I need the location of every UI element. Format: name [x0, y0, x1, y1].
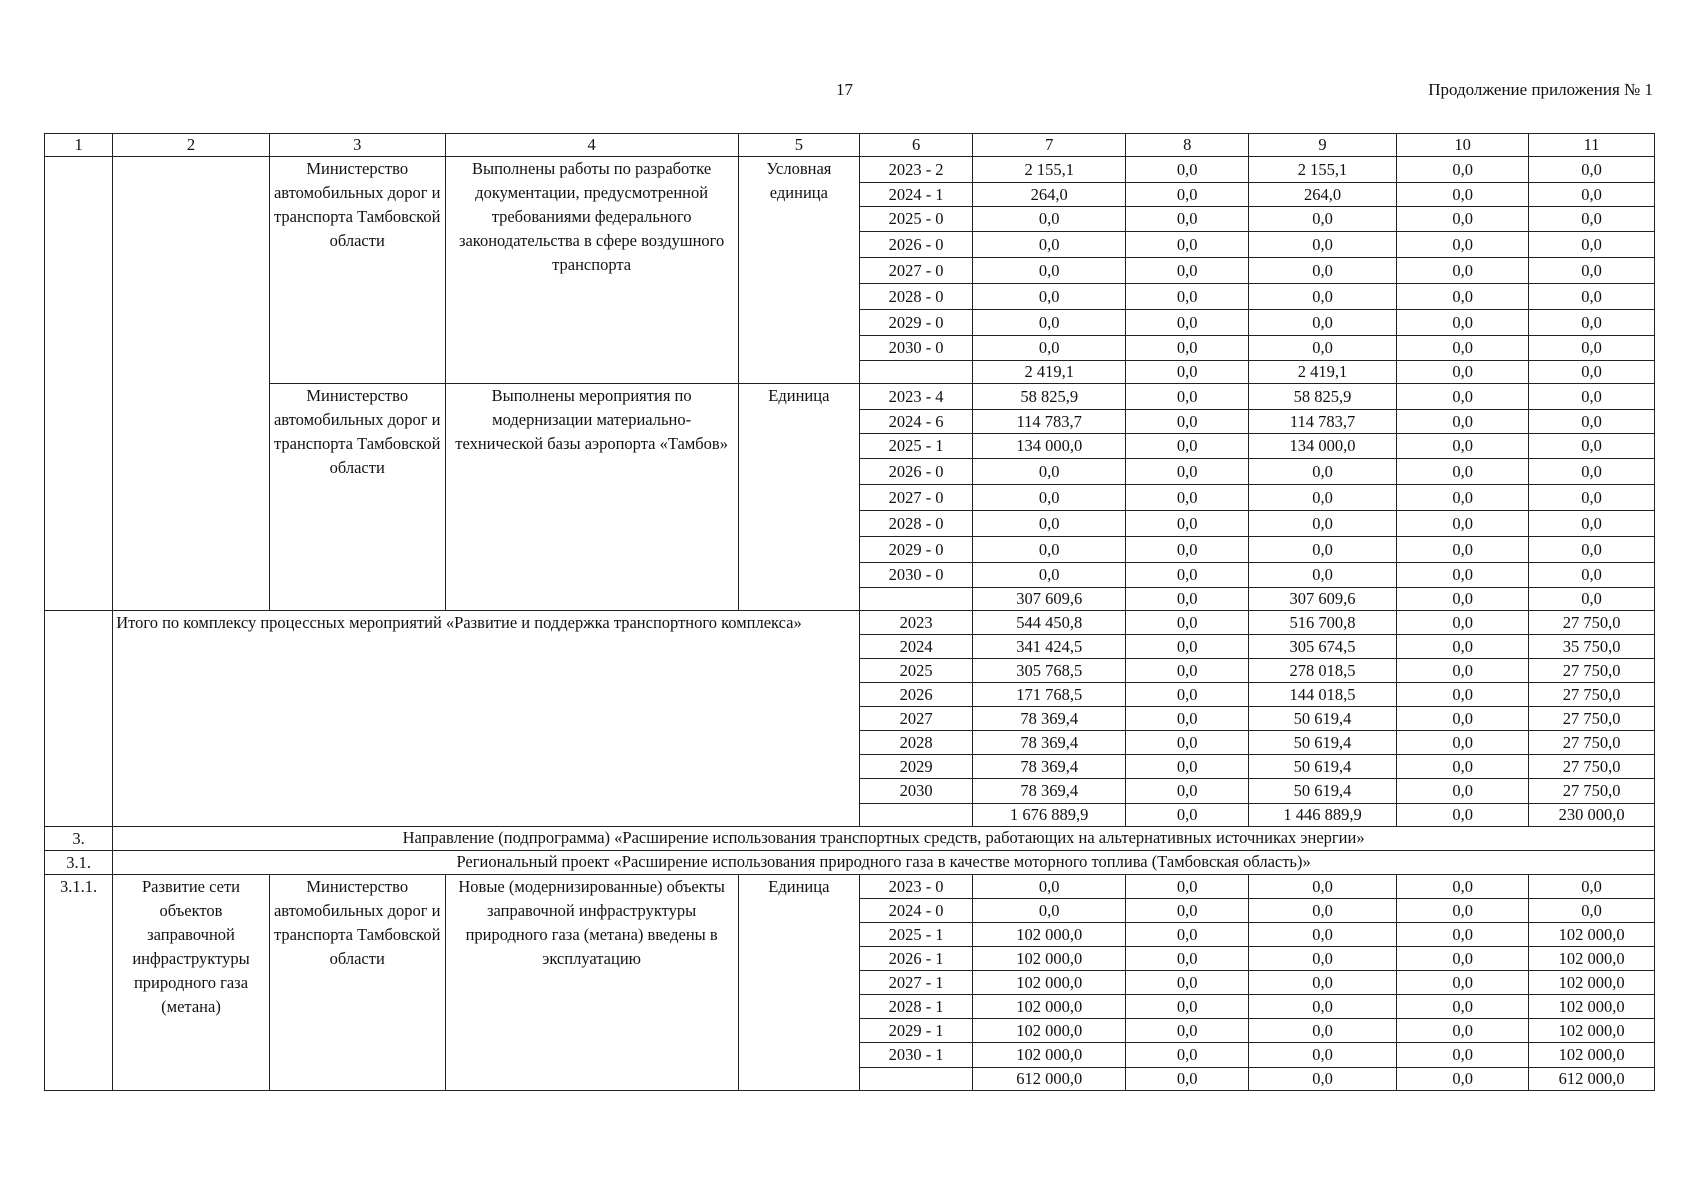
year-value-cell: 2029 - 0 — [860, 537, 973, 563]
amount-cell: 0,0 — [1126, 804, 1249, 827]
year-value-cell: 2027 - 0 — [860, 258, 973, 284]
item-number-cell: 3.1.1. — [45, 875, 113, 1091]
amount-cell: 2 155,1 — [973, 157, 1126, 183]
amount-cell: 0,0 — [1397, 588, 1529, 611]
amount-cell: 0,0 — [1529, 232, 1655, 258]
amount-cell: 27 750,0 — [1529, 707, 1655, 731]
amount-cell: 102 000,0 — [1529, 923, 1655, 947]
amount-cell: 50 619,4 — [1248, 707, 1396, 731]
amount-cell: 544 450,8 — [973, 611, 1126, 635]
amount-cell: 102 000,0 — [1529, 947, 1655, 971]
amount-cell: 0,0 — [1397, 804, 1529, 827]
amount-cell: 27 750,0 — [1529, 731, 1655, 755]
year-value-cell — [860, 361, 973, 384]
amount-cell: 0,0 — [1248, 207, 1396, 232]
amount-cell: 0,0 — [1126, 995, 1249, 1019]
col-num: 2 — [113, 134, 270, 157]
amount-cell: 58 825,9 — [1248, 384, 1396, 410]
amount-cell: 102 000,0 — [973, 947, 1126, 971]
amount-cell: 0,0 — [1397, 485, 1529, 511]
direction-number: 3. — [45, 827, 113, 851]
amount-cell: 134 000,0 — [1248, 434, 1396, 459]
year-value-cell: 2029 - 1 — [860, 1019, 973, 1043]
amount-cell: 0,0 — [973, 207, 1126, 232]
amount-cell: 134 000,0 — [973, 434, 1126, 459]
amount-cell: 0,0 — [1126, 258, 1249, 284]
amount-cell: 1 676 889,9 — [973, 804, 1126, 827]
amount-cell: 0,0 — [1397, 434, 1529, 459]
col-num: 3 — [269, 134, 445, 157]
amount-cell: 102 000,0 — [973, 971, 1126, 995]
amount-cell: 0,0 — [1126, 336, 1249, 361]
amount-cell: 0,0 — [1248, 899, 1396, 923]
amount-cell: 0,0 — [1397, 947, 1529, 971]
year-value-cell: 2030 — [860, 779, 973, 804]
amount-cell: 0,0 — [1126, 232, 1249, 258]
amount-cell: 0,0 — [1397, 875, 1529, 899]
amount-cell: 50 619,4 — [1248, 755, 1396, 779]
amount-cell: 27 750,0 — [1529, 683, 1655, 707]
amount-cell: 0,0 — [1397, 459, 1529, 485]
amount-cell: 0,0 — [1529, 434, 1655, 459]
amount-cell: 0,0 — [1248, 1068, 1396, 1091]
amount-cell: 307 609,6 — [1248, 588, 1396, 611]
amount-cell: 0,0 — [1397, 779, 1529, 804]
amount-cell: 0,0 — [1397, 284, 1529, 310]
year-value-cell: 2023 - 4 — [860, 384, 973, 410]
year-value-cell: 2025 - 1 — [860, 434, 973, 459]
amount-cell: 27 750,0 — [1529, 779, 1655, 804]
amount-cell: 102 000,0 — [973, 923, 1126, 947]
amount-cell: 0,0 — [1248, 459, 1396, 485]
amount-cell: 0,0 — [1126, 635, 1249, 659]
result-cell: Новые (модернизированные) объекты заправочной инфраструктуры природного газа (метана) введены в эксплуатацию — [445, 875, 738, 1091]
year-value-cell: 2024 - 6 — [860, 410, 973, 434]
year-value-cell: 2028 - 1 — [860, 995, 973, 1019]
total-number-cell — [45, 611, 113, 827]
table-row — [45, 384, 1655, 410]
continuation-label: Продолжение приложения № 1 — [1428, 80, 1653, 99]
table-row — [45, 157, 1655, 183]
year-value-cell: 2030 - 1 — [860, 1043, 973, 1068]
amount-cell: 2 155,1 — [1248, 157, 1396, 183]
amount-cell: 0,0 — [1397, 511, 1529, 537]
amount-cell: 0,0 — [1529, 207, 1655, 232]
amount-cell: 50 619,4 — [1248, 731, 1396, 755]
amount-cell: 0,0 — [1126, 434, 1249, 459]
table-row — [45, 875, 1655, 899]
amount-cell: 0,0 — [1529, 310, 1655, 336]
year-value-cell: 2027 - 1 — [860, 971, 973, 995]
amount-cell: 0,0 — [1248, 310, 1396, 336]
amount-cell: 0,0 — [1397, 1043, 1529, 1068]
amount-cell: 0,0 — [1397, 731, 1529, 755]
amount-cell: 305 768,5 — [973, 659, 1126, 683]
col-num: 7 — [973, 134, 1126, 157]
amount-cell: 0,0 — [1529, 183, 1655, 207]
amount-cell: 0,0 — [1248, 563, 1396, 588]
executor-cell: Министерство автомобильных дорог и транспорта Тамбовской области — [269, 875, 445, 1091]
year-value-cell: 2027 - 0 — [860, 485, 973, 511]
year-value-cell: 2028 - 0 — [860, 284, 973, 310]
year-value-cell: 2025 - 1 — [860, 923, 973, 947]
amount-cell: 102 000,0 — [1529, 1019, 1655, 1043]
year-value-cell — [860, 1068, 973, 1091]
amount-cell: 0,0 — [1397, 923, 1529, 947]
amount-cell: 0,0 — [1126, 1043, 1249, 1068]
year-value-cell: 2025 - 0 — [860, 207, 973, 232]
amount-cell: 0,0 — [1126, 659, 1249, 683]
year-value-cell: 2028 - 0 — [860, 511, 973, 537]
amount-cell: 0,0 — [1248, 995, 1396, 1019]
col-num: 10 — [1397, 134, 1529, 157]
executor-cell: Министерство автомобильных дорог и транспорта Тамбовской области — [269, 384, 445, 611]
amount-cell: 0,0 — [973, 511, 1126, 537]
amount-cell: 50 619,4 — [1248, 779, 1396, 804]
year-value-cell: 2029 — [860, 755, 973, 779]
amount-cell: 1 446 889,9 — [1248, 804, 1396, 827]
amount-cell: 0,0 — [973, 899, 1126, 923]
amount-cell: 0,0 — [1248, 511, 1396, 537]
amount-cell: 0,0 — [1126, 511, 1249, 537]
amount-cell: 0,0 — [1126, 459, 1249, 485]
amount-cell: 0,0 — [1397, 635, 1529, 659]
amount-cell: 0,0 — [1529, 588, 1655, 611]
unit-cell: Единица — [738, 384, 859, 611]
amount-cell: 0,0 — [973, 258, 1126, 284]
amount-cell: 0,0 — [1248, 947, 1396, 971]
amount-cell: 0,0 — [1248, 923, 1396, 947]
amount-cell: 0,0 — [1126, 1019, 1249, 1043]
col-num: 4 — [445, 134, 738, 157]
amount-cell: 0,0 — [1397, 310, 1529, 336]
amount-cell: 0,0 — [1529, 459, 1655, 485]
year-value-cell: 2030 - 0 — [860, 563, 973, 588]
item-number-cell — [45, 157, 113, 611]
amount-cell: 0,0 — [1126, 611, 1249, 635]
amount-cell: 0,0 — [1126, 183, 1249, 207]
amount-cell: 0,0 — [1529, 563, 1655, 588]
amount-cell: 612 000,0 — [1529, 1068, 1655, 1091]
amount-cell: 0,0 — [1248, 336, 1396, 361]
amount-cell: 0,0 — [1126, 157, 1249, 183]
amount-cell: 102 000,0 — [973, 1019, 1126, 1043]
year-value-cell: 2026 - 0 — [860, 232, 973, 258]
amount-cell: 171 768,5 — [973, 683, 1126, 707]
amount-cell: 0,0 — [1126, 875, 1249, 899]
col-num: 1 — [45, 134, 113, 157]
amount-cell: 0,0 — [1248, 485, 1396, 511]
page-number: 17 — [836, 80, 853, 99]
amount-cell: 0,0 — [1529, 875, 1655, 899]
amount-cell: 0,0 — [1126, 537, 1249, 563]
amount-cell: 0,0 — [1529, 361, 1655, 384]
amount-cell: 341 424,5 — [973, 635, 1126, 659]
amount-cell: 114 783,7 — [973, 410, 1126, 434]
amount-cell: 0,0 — [1529, 336, 1655, 361]
year-value-cell: 2026 - 0 — [860, 459, 973, 485]
table-row — [45, 611, 1655, 635]
amount-cell: 230 000,0 — [1529, 804, 1655, 827]
year-value-cell: 2023 - 0 — [860, 875, 973, 899]
amount-cell: 0,0 — [1126, 384, 1249, 410]
amount-cell: 0,0 — [1529, 284, 1655, 310]
result-cell: Выполнены мероприятия по модернизации материально-технической базы аэропорта «Тамбов» — [445, 384, 738, 611]
amount-cell: 0,0 — [1397, 207, 1529, 232]
amount-cell: 0,0 — [973, 485, 1126, 511]
col-num: 9 — [1248, 134, 1396, 157]
amount-cell: 307 609,6 — [973, 588, 1126, 611]
amount-cell: 0,0 — [1248, 1019, 1396, 1043]
year-value-cell: 2026 - 1 — [860, 947, 973, 971]
regional-project-title: Региональный проект «Расширение использования природного газа в качестве моторного топлива (Тамбовская область)» — [113, 851, 1655, 875]
amount-cell: 78 369,4 — [973, 731, 1126, 755]
year-value-cell: 2026 — [860, 683, 973, 707]
year-value-cell: 2024 - 1 — [860, 183, 973, 207]
year-value-cell: 2023 - 2 — [860, 157, 973, 183]
amount-cell: 0,0 — [973, 284, 1126, 310]
executor-cell: Министерство автомобильных дорог и транспорта Тамбовской области — [269, 157, 445, 384]
regional-project-row — [45, 851, 1655, 875]
amount-cell: 78 369,4 — [973, 707, 1126, 731]
col-num: 8 — [1126, 134, 1249, 157]
amount-cell: 0,0 — [1397, 683, 1529, 707]
year-value-cell — [860, 804, 973, 827]
year-value-cell: 2023 — [860, 611, 973, 635]
amount-cell: 0,0 — [1126, 971, 1249, 995]
col-num: 11 — [1529, 134, 1655, 157]
amount-cell: 305 674,5 — [1248, 635, 1396, 659]
amount-cell: 0,0 — [1126, 485, 1249, 511]
amount-cell: 0,0 — [1397, 563, 1529, 588]
budget-table — [44, 133, 1655, 1091]
amount-cell: 0,0 — [1126, 207, 1249, 232]
amount-cell: 0,0 — [1248, 1043, 1396, 1068]
amount-cell: 0,0 — [1397, 659, 1529, 683]
amount-cell: 0,0 — [1529, 410, 1655, 434]
total-label: Итого по комплексу процессных мероприятий «Развитие и поддержка транспортного комплекса» — [113, 611, 860, 827]
amount-cell: 0,0 — [973, 563, 1126, 588]
amount-cell: 2 419,1 — [1248, 361, 1396, 384]
amount-cell: 0,0 — [1397, 899, 1529, 923]
amount-cell: 0,0 — [1126, 947, 1249, 971]
direction-row — [45, 827, 1655, 851]
amount-cell: 0,0 — [1126, 731, 1249, 755]
amount-cell: 0,0 — [1126, 410, 1249, 434]
amount-cell: 0,0 — [1397, 537, 1529, 563]
amount-cell: 0,0 — [1126, 588, 1249, 611]
amount-cell: 0,0 — [1529, 485, 1655, 511]
amount-cell: 0,0 — [973, 537, 1126, 563]
year-value-cell: 2024 - 0 — [860, 899, 973, 923]
amount-cell: 58 825,9 — [973, 384, 1126, 410]
amount-cell: 0,0 — [1529, 899, 1655, 923]
unit-cell: Единица — [738, 875, 859, 1091]
amount-cell: 0,0 — [973, 232, 1126, 258]
amount-cell: 78 369,4 — [973, 779, 1126, 804]
year-value-cell: 2025 — [860, 659, 973, 683]
amount-cell: 0,0 — [1529, 157, 1655, 183]
amount-cell: 0,0 — [1126, 310, 1249, 336]
amount-cell: 612 000,0 — [973, 1068, 1126, 1091]
unit-cell: Условная единица — [738, 157, 859, 384]
year-value-cell: 2024 — [860, 635, 973, 659]
amount-cell: 102 000,0 — [973, 995, 1126, 1019]
amount-cell: 0,0 — [1397, 707, 1529, 731]
amount-cell: 278 018,5 — [1248, 659, 1396, 683]
amount-cell: 264,0 — [973, 183, 1126, 207]
amount-cell: 0,0 — [1248, 284, 1396, 310]
item-name-cell — [113, 157, 270, 611]
amount-cell: 0,0 — [1397, 611, 1529, 635]
amount-cell: 0,0 — [1248, 971, 1396, 995]
column-number-row — [45, 134, 1655, 157]
amount-cell: 0,0 — [1397, 755, 1529, 779]
amount-cell: 27 750,0 — [1529, 755, 1655, 779]
year-value-cell — [860, 588, 973, 611]
direction-title: Направление (подпрограмма) «Расширение использования транспортных средств, работающих на альтернативных источниках энергии» — [113, 827, 1655, 851]
amount-cell: 0,0 — [1397, 157, 1529, 183]
amount-cell: 102 000,0 — [973, 1043, 1126, 1068]
year-value-cell: 2030 - 0 — [860, 336, 973, 361]
amount-cell: 0,0 — [1397, 1019, 1529, 1043]
amount-cell: 0,0 — [1248, 258, 1396, 284]
amount-cell: 0,0 — [1126, 361, 1249, 384]
amount-cell: 0,0 — [1126, 899, 1249, 923]
amount-cell: 0,0 — [1248, 875, 1396, 899]
amount-cell: 102 000,0 — [1529, 1043, 1655, 1068]
amount-cell: 0,0 — [1397, 995, 1529, 1019]
amount-cell: 114 783,7 — [1248, 410, 1396, 434]
regional-project-number: 3.1. — [45, 851, 113, 875]
amount-cell: 102 000,0 — [1529, 971, 1655, 995]
year-value-cell: 2029 - 0 — [860, 310, 973, 336]
amount-cell: 27 750,0 — [1529, 611, 1655, 635]
amount-cell: 0,0 — [1397, 971, 1529, 995]
amount-cell: 0,0 — [1126, 755, 1249, 779]
amount-cell: 0,0 — [1529, 258, 1655, 284]
amount-cell: 0,0 — [1126, 284, 1249, 310]
amount-cell: 2 419,1 — [973, 361, 1126, 384]
amount-cell: 102 000,0 — [1529, 995, 1655, 1019]
amount-cell: 0,0 — [1397, 1068, 1529, 1091]
year-value-cell: 2027 — [860, 707, 973, 731]
amount-cell: 0,0 — [1397, 384, 1529, 410]
col-num: 6 — [860, 134, 973, 157]
amount-cell: 35 750,0 — [1529, 635, 1655, 659]
amount-cell: 0,0 — [973, 459, 1126, 485]
amount-cell: 0,0 — [1397, 361, 1529, 384]
amount-cell: 0,0 — [973, 310, 1126, 336]
amount-cell: 0,0 — [1397, 258, 1529, 284]
amount-cell: 144 018,5 — [1248, 683, 1396, 707]
year-value-cell: 2028 — [860, 731, 973, 755]
amount-cell: 0,0 — [1529, 384, 1655, 410]
amount-cell: 264,0 — [1248, 183, 1396, 207]
amount-cell: 0,0 — [1248, 537, 1396, 563]
item-name-cell: Развитие сети объектов заправочной инфраструктуры природного газа (метана) — [113, 875, 270, 1091]
amount-cell: 0,0 — [1529, 537, 1655, 563]
amount-cell: 0,0 — [973, 336, 1126, 361]
amount-cell: 0,0 — [1529, 511, 1655, 537]
result-cell: Выполнены работы по разработке документации, предусмотренной требованиями федерального законодательства в сфере воздушного транспорта — [445, 157, 738, 384]
amount-cell: 0,0 — [1397, 336, 1529, 361]
amount-cell: 0,0 — [1126, 707, 1249, 731]
amount-cell: 78 369,4 — [973, 755, 1126, 779]
amount-cell: 27 750,0 — [1529, 659, 1655, 683]
amount-cell: 516 700,8 — [1248, 611, 1396, 635]
amount-cell: 0,0 — [1248, 232, 1396, 258]
amount-cell: 0,0 — [1397, 410, 1529, 434]
amount-cell: 0,0 — [1397, 183, 1529, 207]
amount-cell: 0,0 — [1126, 563, 1249, 588]
amount-cell: 0,0 — [973, 875, 1126, 899]
amount-cell: 0,0 — [1126, 1068, 1249, 1091]
col-num: 5 — [738, 134, 859, 157]
amount-cell: 0,0 — [1126, 779, 1249, 804]
amount-cell: 0,0 — [1126, 923, 1249, 947]
amount-cell: 0,0 — [1397, 232, 1529, 258]
amount-cell: 0,0 — [1126, 683, 1249, 707]
